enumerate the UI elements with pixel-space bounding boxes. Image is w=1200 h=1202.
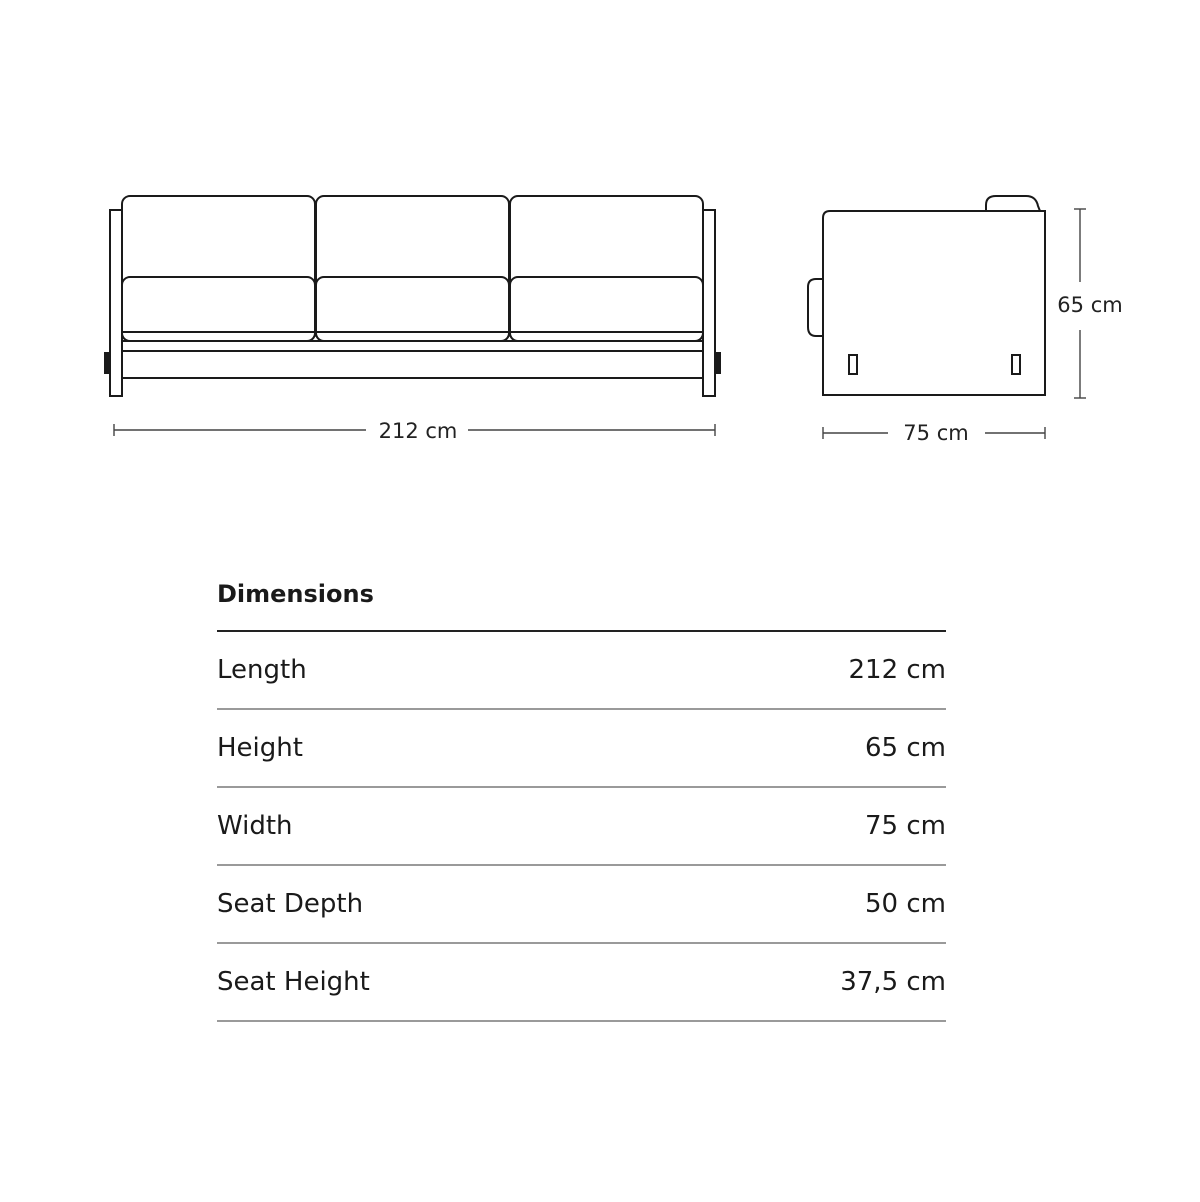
height-dimension-label: 65 cm — [1057, 293, 1123, 317]
height-dimension — [1057, 209, 1122, 398]
sofa-side-view — [808, 196, 1123, 445]
side-leg-front — [849, 355, 857, 374]
side-front-cushion — [808, 279, 823, 336]
row-label: Height — [217, 733, 303, 763]
right-foot-block — [715, 352, 721, 374]
table-row-height — [217, 710, 946, 788]
table-row-seat-depth — [217, 866, 946, 944]
table-row-seat-height — [217, 944, 946, 1022]
row-label: Seat Height — [217, 967, 370, 997]
left-foot-block — [104, 352, 110, 374]
dimensions-title: Dimensions — [217, 575, 946, 632]
depth-dimension-label: 75 cm — [903, 421, 969, 445]
row-value: 75 cm — [865, 811, 946, 841]
side-backrest-top — [986, 196, 1040, 211]
width-dimension-label: 212 cm — [378, 419, 458, 443]
row-value: 65 cm — [865, 733, 946, 763]
table-row-length — [217, 632, 946, 710]
side-leg-back — [1012, 355, 1020, 374]
sofa-front-view — [104, 196, 721, 443]
width-dimension — [114, 419, 715, 443]
frame-rail — [122, 341, 703, 351]
depth-dimension — [823, 421, 1045, 445]
row-label: Width — [217, 811, 293, 841]
row-label: Seat Depth — [217, 889, 364, 919]
row-value: 212 cm — [848, 655, 946, 685]
table-row-width — [217, 788, 946, 866]
right-side-panel — [703, 210, 715, 396]
row-label: Length — [217, 655, 307, 685]
dimensions-table — [217, 575, 946, 1022]
sofa-dimension-drawing — [0, 0, 1200, 520]
row-value: 37,5 cm — [840, 967, 946, 997]
left-side-panel — [110, 210, 122, 396]
row-value: 50 cm — [865, 889, 946, 919]
